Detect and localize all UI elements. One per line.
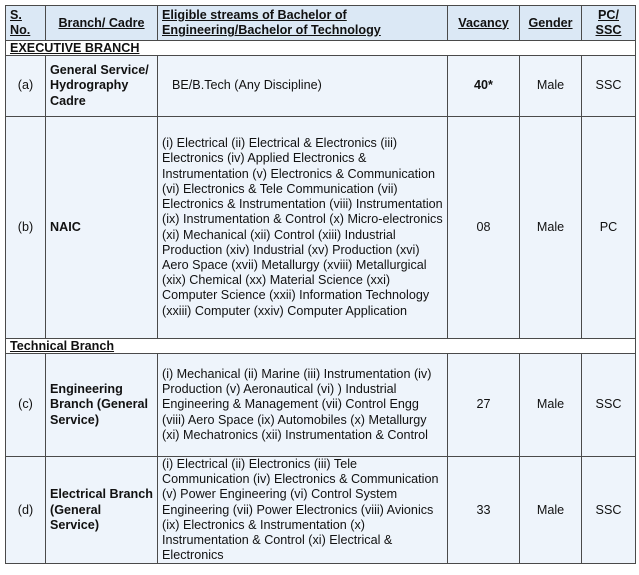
table-row bbox=[6, 56, 636, 117]
row-vacancy: 27 bbox=[448, 354, 520, 457]
row-branch: NAIC bbox=[46, 117, 158, 339]
row-streams: (i) Electrical (ii) Electronics (iii) Tele Communication (iv) Electronics & Communication (v) Power Engineering (vi) Control System Engineering (vii) Power Electronics (viii) Avionics (ix) Electronics & Instrumentation (x) Instrumentation & Control (xi) Electrical & Electronics bbox=[158, 457, 448, 564]
row-streams: (i) Mechanical (ii) Marine (iii) Instrumentation (iv) Production (v) Aeronautical (vi) ) Industrial Engineering & Management (vii) Control Engg (viii) Aero Space (ix) Automobiles (x) Metallurgy (xi) Mechatronics (xii) Instrumentation & Control bbox=[158, 354, 448, 457]
row-pcssc: SSC bbox=[582, 354, 636, 457]
section-title-technical: Technical Branch bbox=[6, 339, 636, 354]
row-vacancy: 08 bbox=[448, 117, 520, 339]
section-title-executive: EXECUTIVE BRANCH bbox=[6, 41, 636, 56]
row-sno: (c) bbox=[6, 354, 46, 457]
table-row bbox=[6, 354, 636, 457]
header-streams: Eligible streams of Bachelor of Engineering/Bachelor of Technology bbox=[158, 6, 448, 41]
header-gender: Gender bbox=[520, 6, 582, 41]
row-pcssc: SSC bbox=[582, 56, 636, 117]
header-vacancy: Vacancy bbox=[448, 6, 520, 41]
table-row bbox=[6, 117, 636, 339]
header-sno: S. No. bbox=[6, 6, 46, 41]
row-vacancy: 40* bbox=[448, 56, 520, 117]
row-streams: (i) Electrical (ii) Electrical & Electronics (iii) Electronics (iv) Applied Electronics & Instrumentation (v) Electronics & Communication (vi) Electronics & Tele Communication (vii) Electronics & Instrumentation (viii) Instrumentation (ix) Instrumentation & Control (x) Micro-electronics (xi) Mechanical (xii) Control (xiii) Industrial Production (xiv) Industrial (xv) Production (xvi) Aero Space (xvii) Metallurgy (xviii) Metallurgical (xix) Chemical (xx) Material Science (xxi) Computer Science (xxii) Information Technology (xxiii) Computer (xxiv) Computer Application bbox=[158, 117, 448, 339]
row-gender: Male bbox=[520, 457, 582, 564]
row-gender: Male bbox=[520, 117, 582, 339]
section-row-executive bbox=[6, 41, 636, 56]
row-streams: BE/B.Tech (Any Discipline) bbox=[158, 56, 448, 117]
header-row bbox=[6, 6, 636, 41]
row-sno: (b) bbox=[6, 117, 46, 339]
header-branch: Branch/ Cadre bbox=[46, 6, 158, 41]
header-pcssc: PC/ SSC bbox=[582, 6, 636, 41]
row-branch: Engineering Branch (General Service) bbox=[46, 354, 158, 457]
row-branch: General Service/ Hydrography Cadre bbox=[46, 56, 158, 117]
eligibility-table bbox=[5, 5, 636, 564]
row-gender: Male bbox=[520, 56, 582, 117]
row-vacancy: 33 bbox=[448, 457, 520, 564]
row-pcssc: PC bbox=[582, 117, 636, 339]
section-row-technical bbox=[6, 339, 636, 354]
row-gender: Male bbox=[520, 354, 582, 457]
row-pcssc: SSC bbox=[582, 457, 636, 564]
row-branch: Electrical Branch (General Service) bbox=[46, 457, 158, 564]
row-sno: (d) bbox=[6, 457, 46, 564]
table-row bbox=[6, 457, 636, 564]
row-sno: (a) bbox=[6, 56, 46, 117]
